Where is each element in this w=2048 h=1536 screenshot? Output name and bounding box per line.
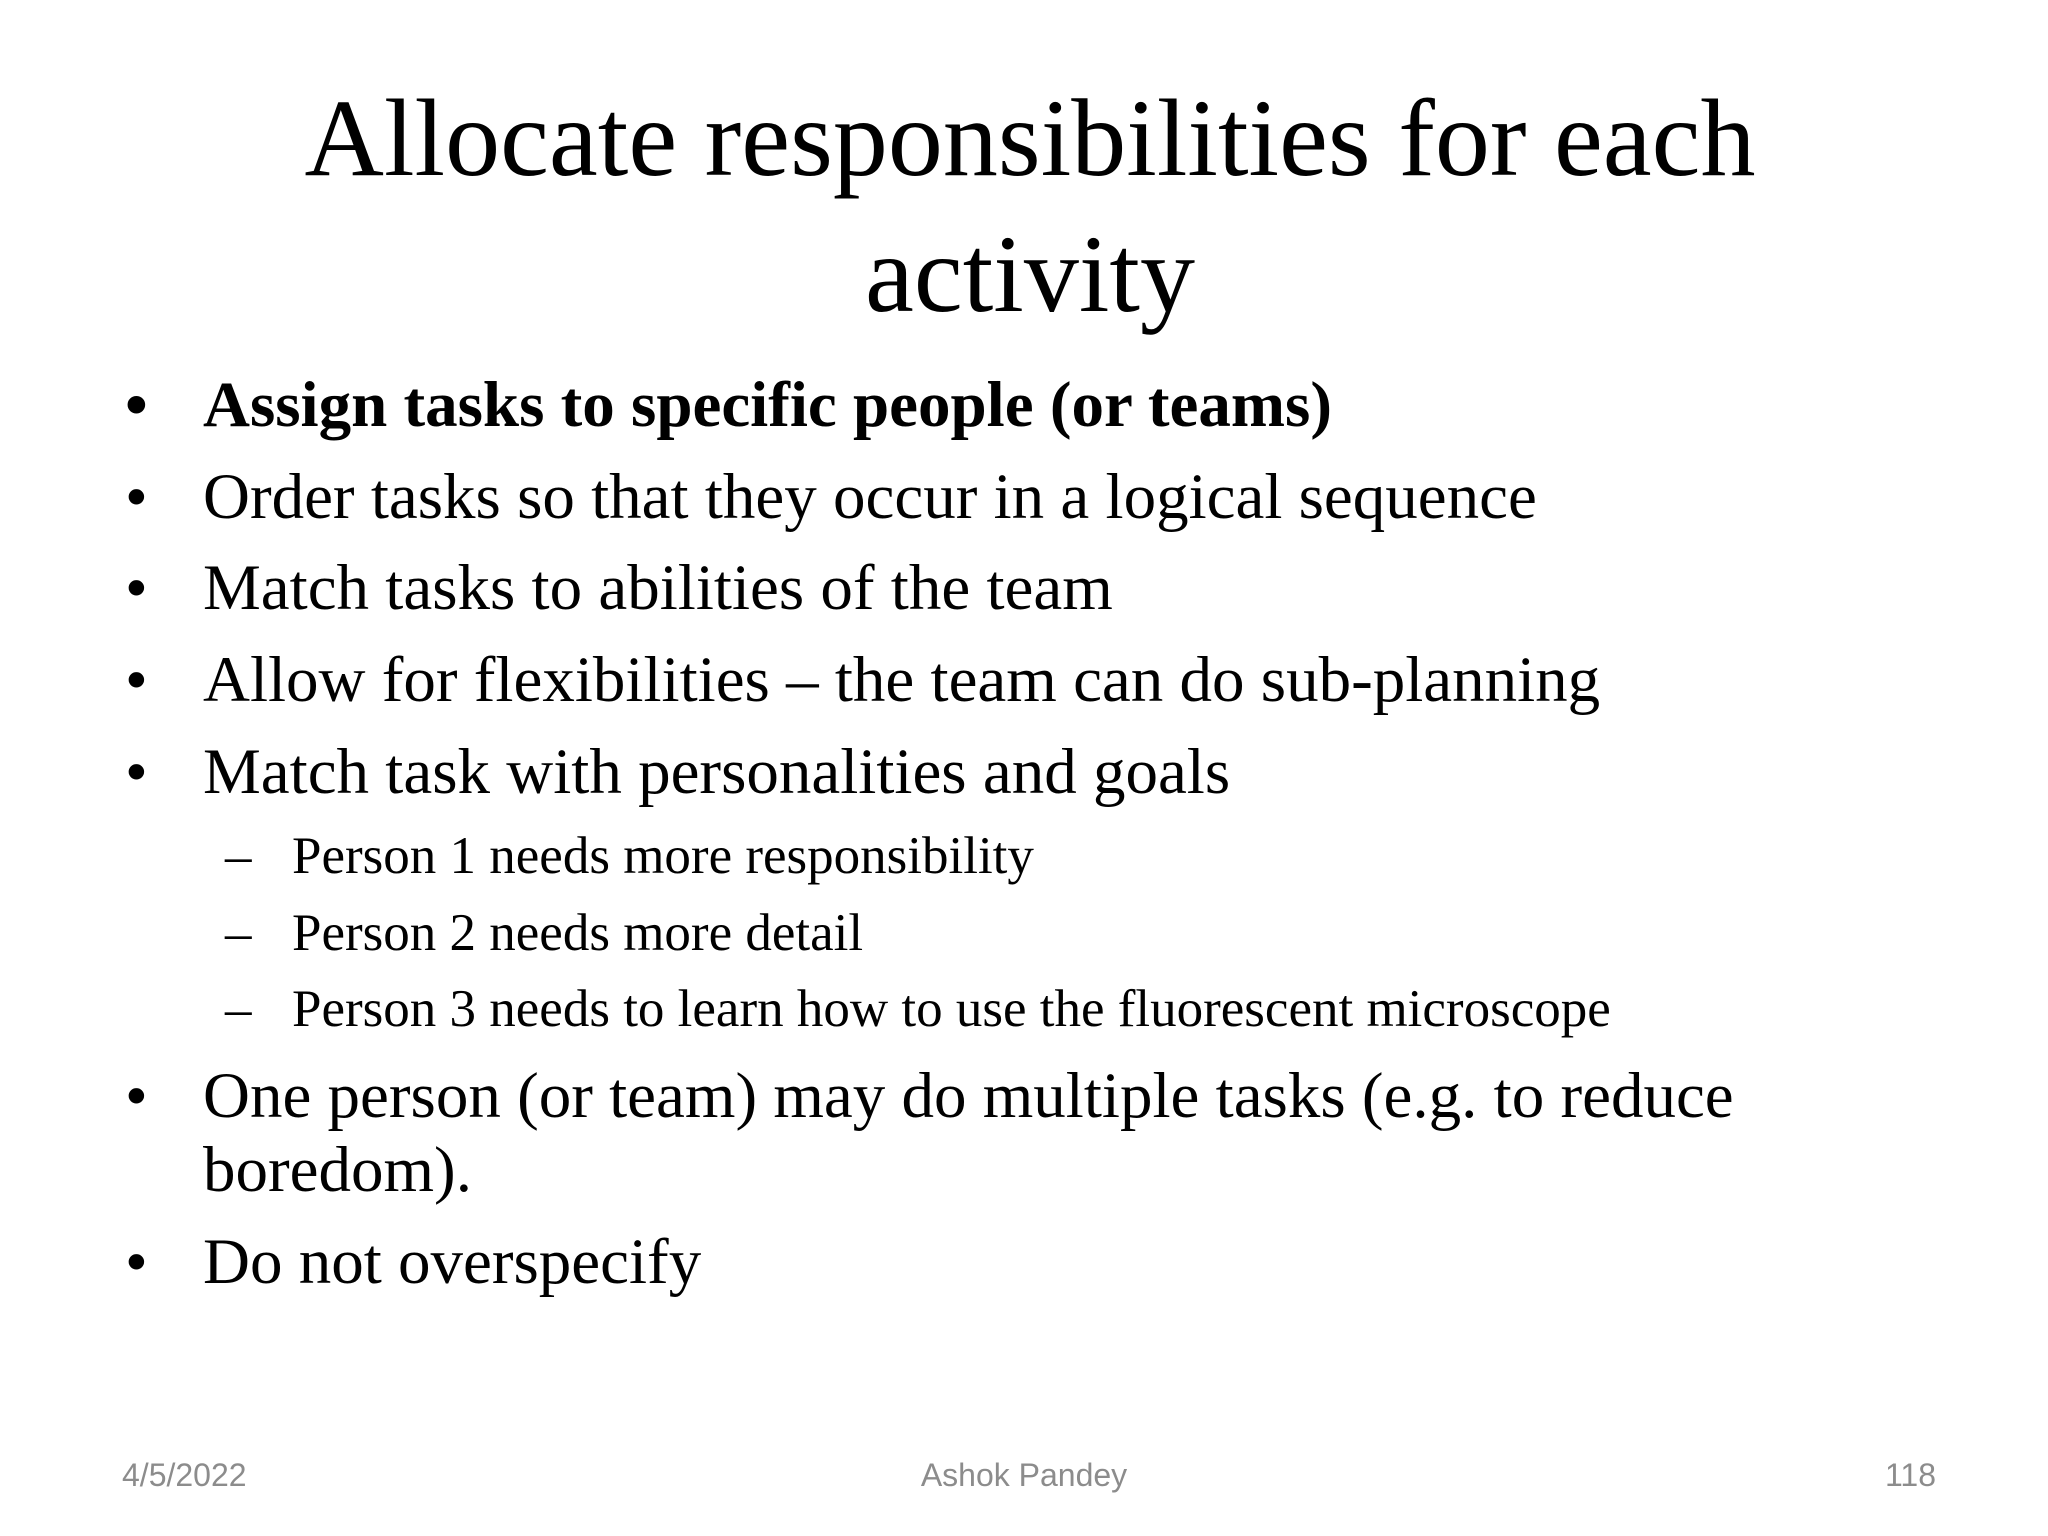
bullet-text: Do not overspecify [203, 1226, 702, 1298]
bullet-marker: • [125, 461, 148, 533]
slide-title-line-2: activity [865, 213, 1195, 335]
bullet-marker: • [125, 1060, 148, 1132]
bullet-item [125, 1225, 1965, 1299]
bullet-marker: • [125, 552, 148, 624]
slide-title-line-1: Allocate responsibilities for each [304, 77, 1756, 199]
sub-bullet-marker: – [225, 904, 252, 962]
sub-bullet-marker: – [225, 827, 252, 885]
bullet-marker: • [125, 369, 148, 441]
bullet-item [125, 643, 1965, 717]
footer-page-number: 118 [1884, 1457, 1936, 1493]
sub-bullet-text: Person 2 needs more detail [292, 904, 864, 962]
bullet-item [125, 1059, 1965, 1207]
bullet-text: Order tasks so that they occur in a logical sequence [203, 461, 1537, 533]
sub-bullet-item [225, 979, 1965, 1039]
sub-bullet-item [225, 826, 1965, 886]
sub-bullet-item [225, 903, 1965, 963]
bullet-text: Match tasks to abilities of the team [203, 552, 1113, 624]
footer-date: 4/5/2022 [122, 1457, 247, 1493]
bullet-item [125, 735, 1965, 809]
sub-bullet-text: Person 1 needs more responsibility [292, 827, 1034, 885]
bullet-item [125, 551, 1965, 625]
bullet-text: One person (or team) may do multiple tasks (e.g. to reduce boredom). [203, 1060, 1734, 1206]
bullet-text: Assign tasks to specific people (or teams) [203, 369, 1332, 441]
bullet-text: Match task with personalities and goals [203, 736, 1231, 808]
bullet-marker: • [125, 1226, 148, 1298]
bullet-item [125, 460, 1965, 534]
footer-author: Ashok Pandey [920, 1457, 1128, 1493]
bullet-marker: • [125, 644, 148, 716]
bullet-marker: • [125, 736, 148, 808]
sub-bullet-marker: – [225, 980, 252, 1038]
bullet-item [125, 368, 1965, 442]
bullet-text: Allow for flexibilities – the team can do sub-planning [203, 644, 1601, 716]
sub-bullet-text: Person 3 needs to learn how to use the fluorescent microscope [292, 980, 1611, 1038]
